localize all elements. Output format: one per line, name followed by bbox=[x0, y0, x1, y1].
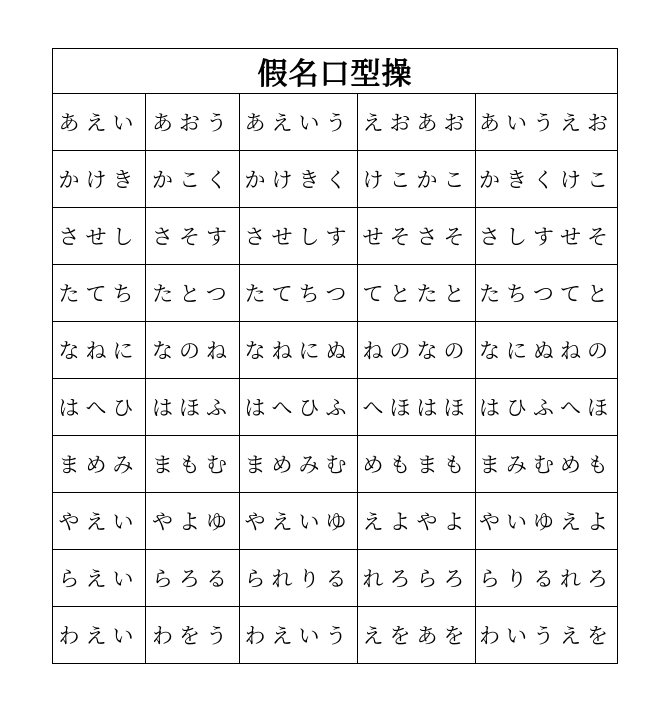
table-cell: はひふへほ bbox=[476, 379, 618, 436]
table-cell: まみむめも bbox=[476, 436, 618, 493]
table-row bbox=[53, 607, 618, 664]
table-cell: なねにぬ bbox=[240, 322, 358, 379]
table-cell: やよゆ bbox=[146, 493, 240, 550]
table-cell: かけき bbox=[53, 151, 146, 208]
table-cell: まもむ bbox=[146, 436, 240, 493]
table-cell: けこかこ bbox=[358, 151, 476, 208]
table-cell: なねに bbox=[53, 322, 146, 379]
title-row bbox=[53, 49, 618, 94]
table-cell: まめみむ bbox=[240, 436, 358, 493]
table-cell: たてち bbox=[53, 265, 146, 322]
table-cell: さしすせそ bbox=[476, 208, 618, 265]
table-cell: ねのなの bbox=[358, 322, 476, 379]
table-title: 假名口型操 bbox=[53, 49, 618, 94]
table-cell: あおう bbox=[146, 94, 240, 151]
table-cell: はへひふ bbox=[240, 379, 358, 436]
table-cell: たてちつ bbox=[240, 265, 358, 322]
table-cell: えおあお bbox=[358, 94, 476, 151]
table-cell: わえい bbox=[53, 607, 146, 664]
table-cell: はほふ bbox=[146, 379, 240, 436]
table-row bbox=[53, 208, 618, 265]
table-cell: かけきく bbox=[240, 151, 358, 208]
table-row bbox=[53, 550, 618, 607]
table-cell: らえい bbox=[53, 550, 146, 607]
table-cell: かこく bbox=[146, 151, 240, 208]
table-row bbox=[53, 94, 618, 151]
table-row bbox=[53, 151, 618, 208]
table-row bbox=[53, 379, 618, 436]
table-cell: せそさそ bbox=[358, 208, 476, 265]
table-cell: やいゆえよ bbox=[476, 493, 618, 550]
table-cell: なにぬねの bbox=[476, 322, 618, 379]
table-cell: わえいう bbox=[240, 607, 358, 664]
table-cell: たとつ bbox=[146, 265, 240, 322]
table-cell: なのね bbox=[146, 322, 240, 379]
table-cell: さそす bbox=[146, 208, 240, 265]
table-cell: させしす bbox=[240, 208, 358, 265]
table-row bbox=[53, 493, 618, 550]
table-cell: へほはほ bbox=[358, 379, 476, 436]
table-cell: させし bbox=[53, 208, 146, 265]
table-cell: あえい bbox=[53, 94, 146, 151]
table-cell: らろる bbox=[146, 550, 240, 607]
table-cell: たちつてと bbox=[476, 265, 618, 322]
kana-practice-sheet bbox=[52, 48, 618, 664]
table-body bbox=[53, 94, 618, 664]
table-cell: かきくけこ bbox=[476, 151, 618, 208]
table-cell: やえいゆ bbox=[240, 493, 358, 550]
table-row bbox=[53, 322, 618, 379]
table-cell: えをあを bbox=[358, 607, 476, 664]
table-cell: あえいう bbox=[240, 94, 358, 151]
table-row bbox=[53, 265, 618, 322]
table-cell: あいうえお bbox=[476, 94, 618, 151]
table-cell: わいうえを bbox=[476, 607, 618, 664]
kana-table bbox=[52, 48, 618, 664]
table-cell: てとたと bbox=[358, 265, 476, 322]
table-row bbox=[53, 436, 618, 493]
table-cell: めもまも bbox=[358, 436, 476, 493]
table-cell: やえい bbox=[53, 493, 146, 550]
table-cell: まめみ bbox=[53, 436, 146, 493]
table-cell: わをう bbox=[146, 607, 240, 664]
table-cell: られりる bbox=[240, 550, 358, 607]
table-cell: れろらろ bbox=[358, 550, 476, 607]
table-cell: らりるれろ bbox=[476, 550, 618, 607]
table-cell: えよやよ bbox=[358, 493, 476, 550]
table-cell: はへひ bbox=[53, 379, 146, 436]
